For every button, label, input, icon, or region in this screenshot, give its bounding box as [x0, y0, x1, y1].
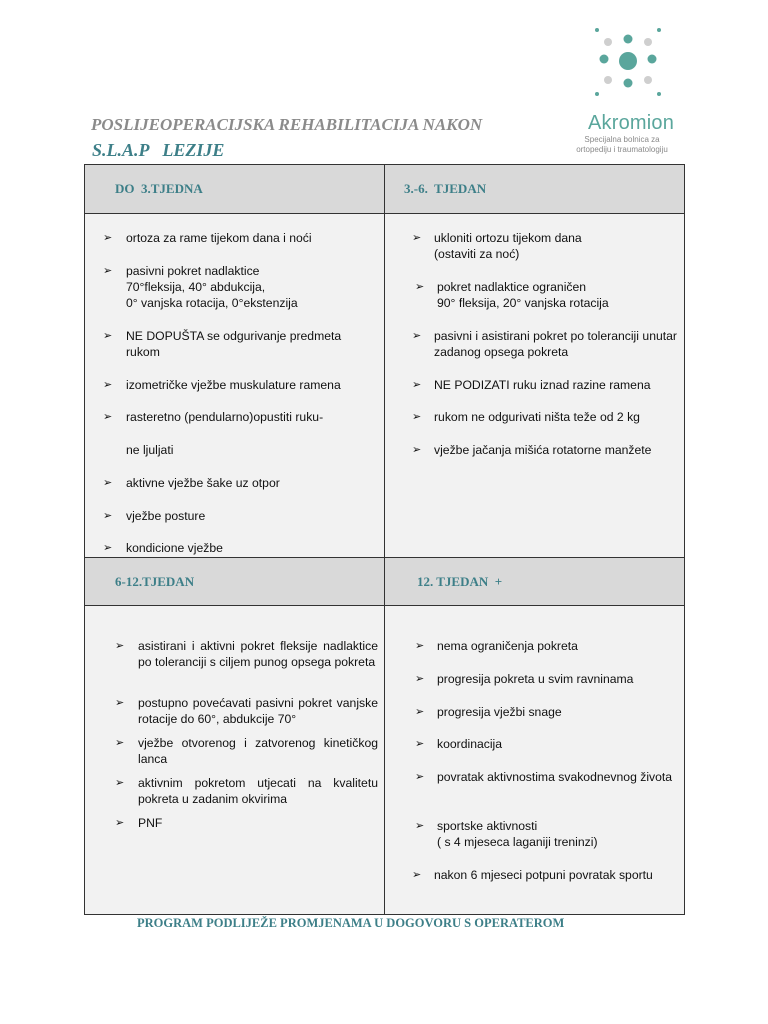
bullet-arrow-icon: ➢ [415, 819, 425, 832]
list-item: ➢ pasivni pokret nadlaktice 70°fleksija, 40° abdukcija, 0° vanjska rotacija, 0°ekstenzija [103, 264, 298, 310]
bullet-arrow-icon: ➢ [415, 280, 425, 293]
list-item: ➢ postupno povećavati pasivni pokret vanjske rotacije do 60°, abdukcije 70° [115, 696, 378, 726]
list-item: ➢ NE PODIZATI ruku iznad razine ramena [412, 378, 651, 392]
bullet-arrow-icon: ➢ [115, 816, 125, 829]
bullet-arrow-icon: ➢ [415, 672, 425, 685]
list-item: ➢ vježbe jačanja mišića rotatorne manžete [412, 443, 652, 457]
list-item: ➢ vježbe posture [103, 509, 206, 523]
bullet-arrow-icon: ➢ [103, 509, 113, 522]
list-item: ➢ ortoza za rame tijekom dana i noći [103, 231, 312, 245]
list-item: ➢ NE DOPUŠTA se odgurivanje predmeta rukom [103, 329, 342, 359]
bullet-arrow-icon: ➢ [103, 329, 113, 342]
section-heading-weeks-0-3: DO 3.TJEDNA [85, 165, 384, 213]
list-item: ➢ pokret nadlaktice ograničen 90° fleksija, 20° vanjska rotacija [415, 280, 609, 310]
akromion-logo [556, 24, 706, 154]
bullet-arrow-icon: ➢ [115, 639, 125, 652]
bullet-arrow-icon: ➢ [103, 231, 113, 244]
bullet-arrow-icon: ➢ [103, 541, 113, 554]
list-item: ➢ povratak aktivnostima svakodnevnog života [415, 770, 673, 784]
footer-note: PROGRAM PODLIJEŽE PROMJENAMA U DOGOVORU S OPERATEROM [137, 916, 565, 930]
bullet-arrow-icon: ➢ [412, 378, 422, 391]
bullet-arrow-icon: ➢ [415, 737, 425, 750]
bullet-arrow-icon: ➢ [412, 443, 422, 456]
bullet-arrow-icon: ➢ [103, 410, 113, 423]
section-heading-weeks-3-6: 3.-6. TJEDAN [385, 165, 684, 213]
list-item: ➢ kondicione vježbe [103, 541, 223, 555]
bullet-arrow-icon: ➢ [415, 770, 425, 783]
bullet-arrow-icon: ➢ [115, 696, 125, 709]
list-item: ➢ vježbe otvorenog i zatvorenog kinetičkog lanca [115, 736, 378, 766]
list-item: ➢ rukom ne odgurivati ništa teže od 2 kg [412, 410, 640, 424]
bullet-arrow-icon: ➢ [103, 378, 113, 391]
list-item: ➢ koordinacija [415, 737, 503, 751]
bullet-arrow-icon: ➢ [103, 476, 113, 489]
section-heading-week-12-plus: 12. TJEDAN + [385, 558, 684, 605]
list-item-continuation: ne ljuljati [126, 443, 174, 457]
list-item: ➢ progresija pokreta u svim ravninama [415, 672, 634, 686]
document-title: POSLIJEOPERACIJSKA REHABILITACIJA NAKON [91, 115, 483, 134]
bullet-arrow-icon: ➢ [412, 868, 422, 881]
list-item: ➢ pasivni i asistirani pokret po toleranciji unutar zadanog opsega pokreta [412, 329, 677, 359]
document-subtitle: S.L.A.P LEZIJE [92, 140, 225, 160]
list-item: ➢ sportske aktivnosti ( s 4 mjeseca laganiji treninzi) [415, 819, 598, 849]
bullet-arrow-icon: ➢ [415, 639, 425, 652]
list-item: ➢ aktivne vježbe šake uz otpor [103, 476, 280, 490]
section-heading-weeks-6-12: 6-12.TJEDAN [85, 558, 384, 605]
list-item: ➢ asistirani i aktivni pokret fleksije nadlaktice po toleranciji s ciljem punog opsega pokreta [115, 639, 378, 669]
list-item: ➢ izometričke vježbe muskulature ramena [103, 378, 341, 392]
list-item: ➢ PNF [115, 816, 163, 830]
bullet-arrow-icon: ➢ [115, 736, 125, 749]
list-item: ➢ nema ograničenja pokreta [415, 639, 578, 653]
logo-tagline: Specijalna bolnica za ortopediju i traumatologiju [576, 135, 668, 154]
bullet-arrow-icon: ➢ [415, 705, 425, 718]
bullet-arrow-icon: ➢ [103, 264, 113, 277]
list-item: ➢ progresija vježbi snage [415, 705, 562, 719]
list-item: ➢ nakon 6 mjeseci potpuni povratak sportu [412, 868, 653, 882]
bullet-arrow-icon: ➢ [115, 776, 125, 789]
bullet-arrow-icon: ➢ [412, 231, 422, 244]
list-item: ➢ aktivnim pokretom utjecati na kvalitetu pokreta u zadanim okvirima [115, 776, 378, 806]
list-item: ➢ rasteretno (pendularno)opustiti ruku- [103, 410, 324, 424]
rehab-schedule-table [84, 164, 685, 915]
bullet-arrow-icon: ➢ [412, 410, 422, 423]
list-item: ➢ ukloniti ortozu tijekom dana (ostaviti za noć) [412, 231, 582, 261]
logo-brand-name: Akromion [588, 112, 675, 134]
logo-dots-icon [556, 24, 706, 114]
bullet-arrow-icon: ➢ [412, 329, 422, 342]
